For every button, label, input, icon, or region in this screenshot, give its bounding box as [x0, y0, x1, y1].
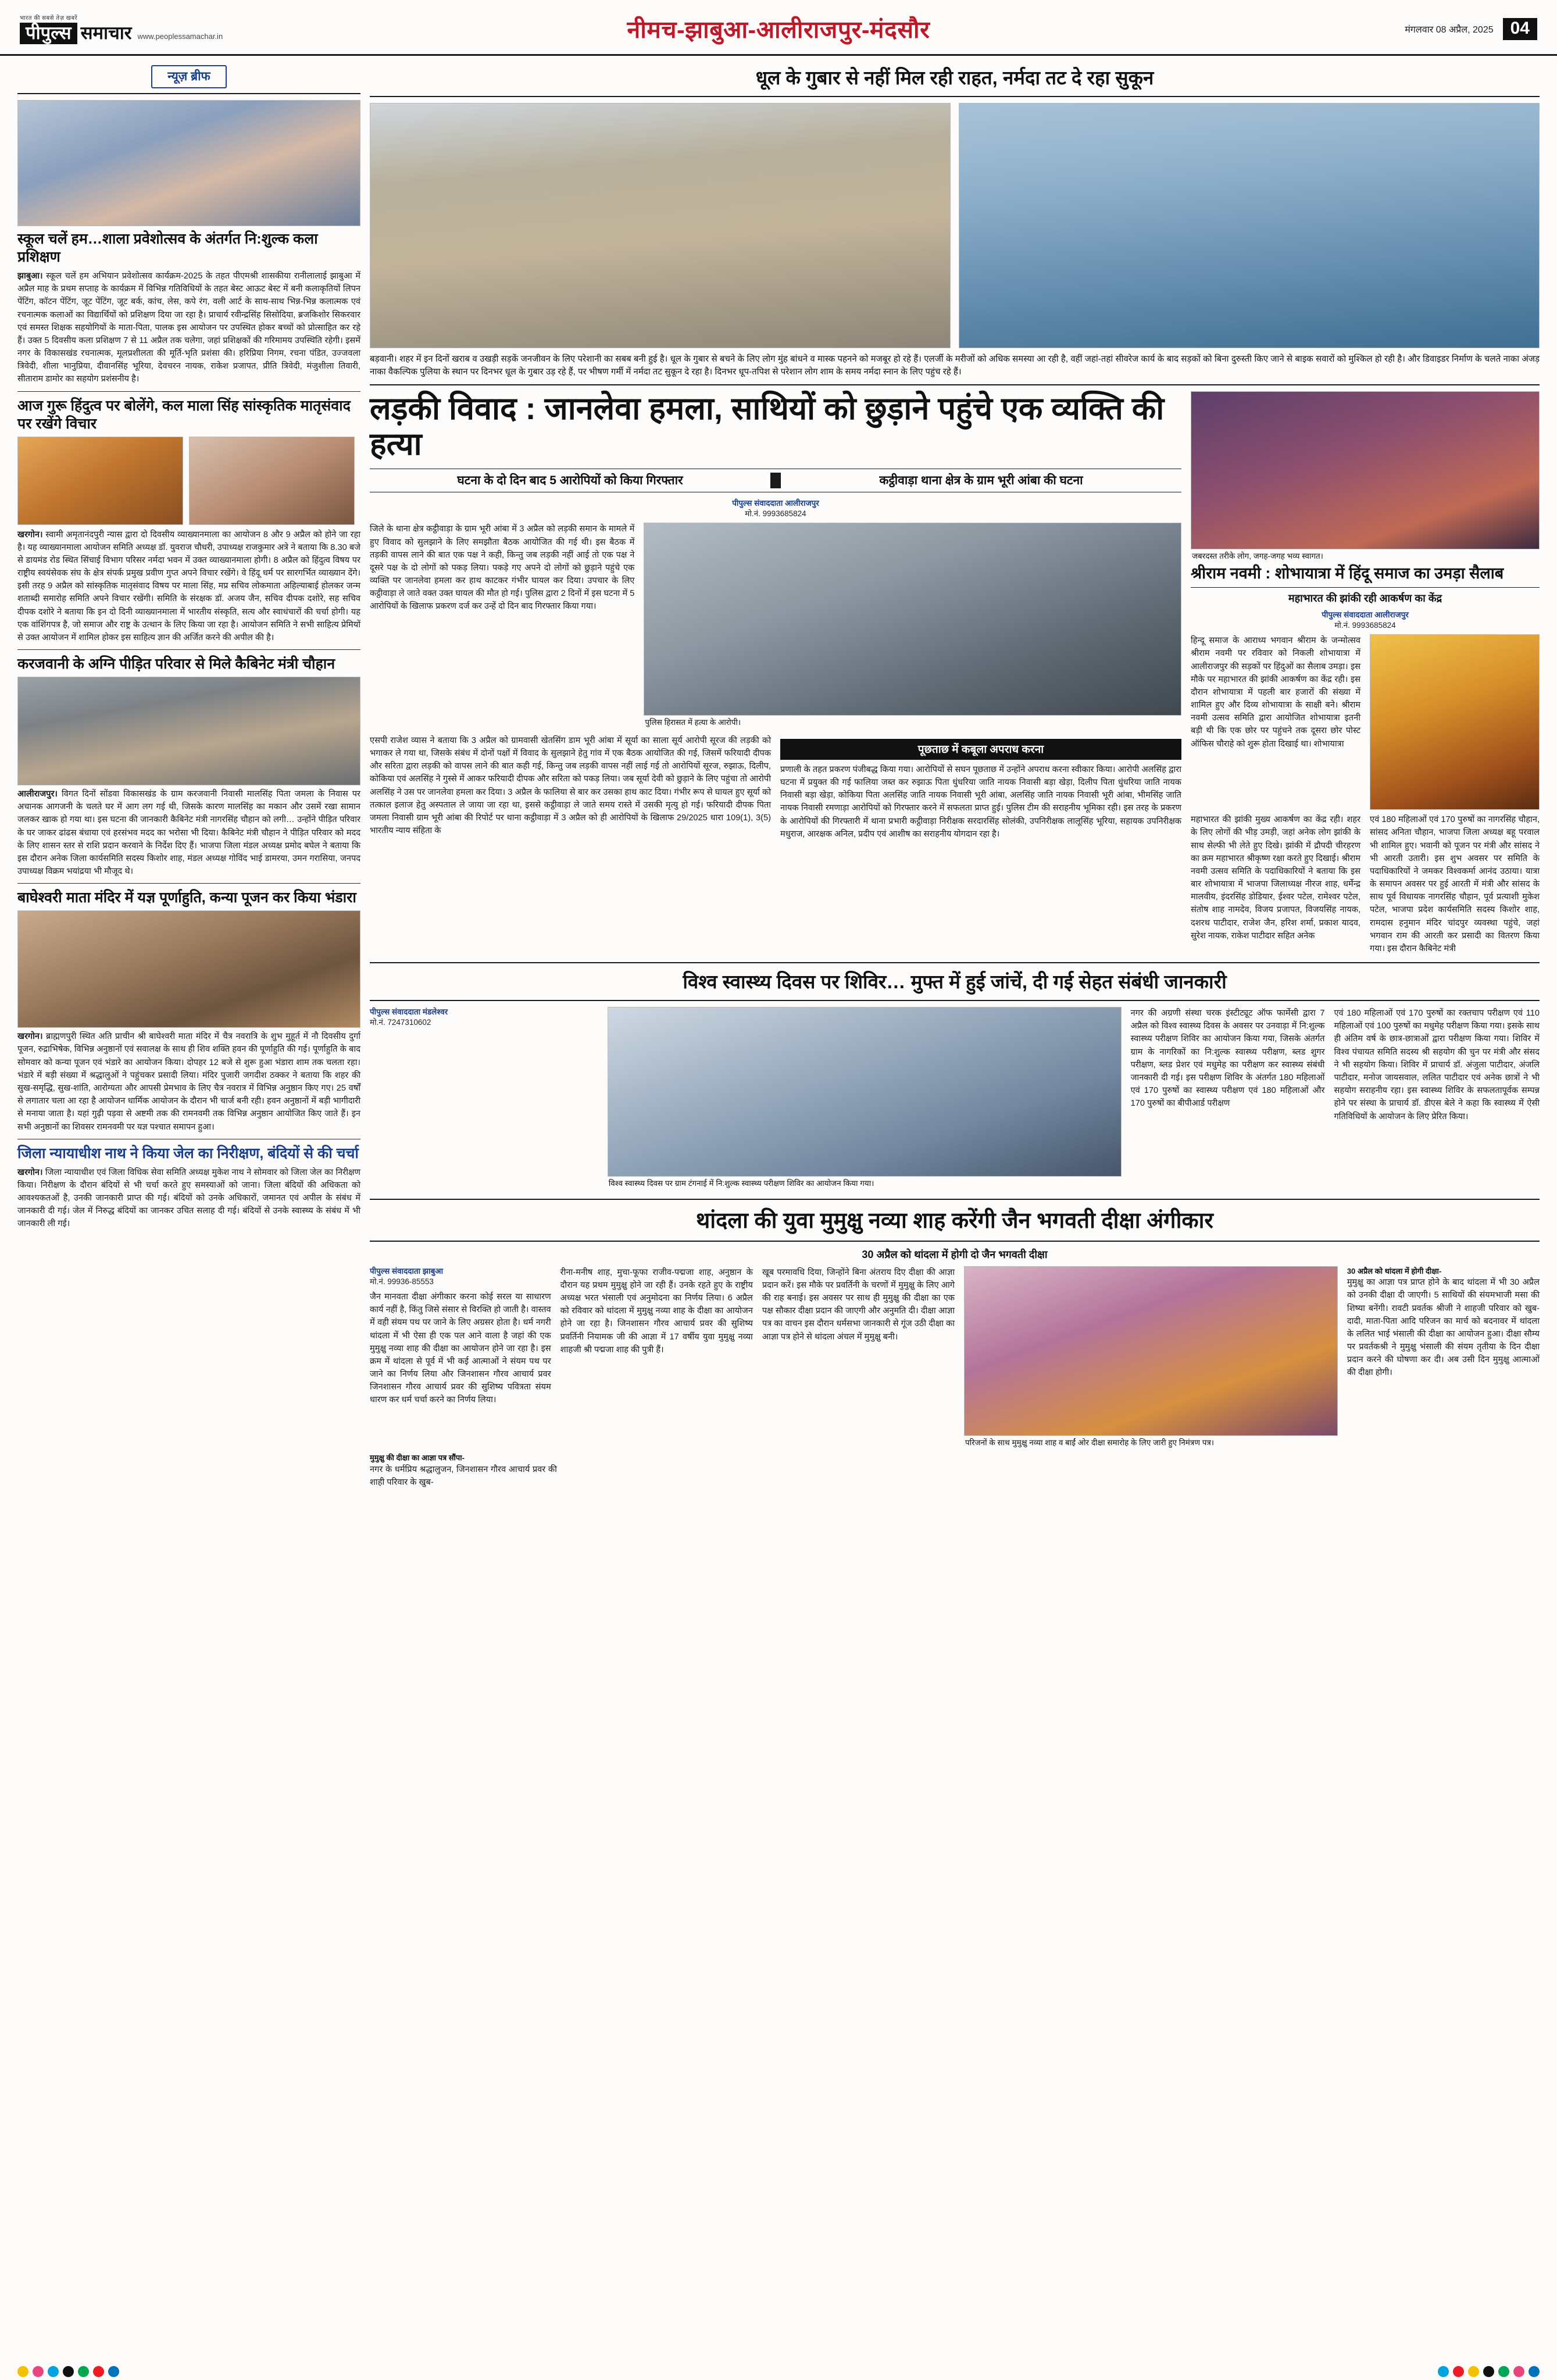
brief-body [17, 788, 360, 878]
byline [370, 1266, 551, 1287]
crowd-photo-caption: जबरदस्त तरीके लोग, जगह-जगह भव्य स्वागत। [1192, 551, 1323, 560]
news-brief-badge: न्यूज़ ब्रीफ [151, 65, 226, 88]
color-registration-bar [0, 2363, 1557, 2380]
brief-body-text: विगत दिनों सोंडवा विकासखंड के ग्राम करजवानी निवासी मालसिंह पिता जमला के निवास पर अचानक आगजनी के चलते घर में आग लग गई थी, जिसके कारण मालसिंह का मकान और उसमें रखा सामान जलकर खाक हो गया था। इस घटना की जानकारी कैबिनेट मंत्री नागरसिंह चौहान को लगी… उन्होंने पीड़ित परिवार के घर जाकर ढांढस बंधाया एवं हरसंभव मदद का भरोसा भी दिया। कैबिनेट मंत्री चौहान ने पीड़ित परिवार को मदद के लिए शासन स्तर से राशि प्रदान करवाने के निर्देश दिए हैं। भाजपा जिला मंडल अध्यक्ष प्रमोद बघेल ने बताया कि इस दौरान अनेक जिला कार्यसमिति सदस्य किशोर शाह, मंडल अध्यक्ष गोविंद भाई डामरया, उमन गरासिया, जनपद उपाध्यक्ष विक्रम भयांद्रया भी मौजूद थे। [17, 789, 360, 877]
sidebar-box-heading: पूछताछ में कबूला अपराध करना [780, 739, 1181, 760]
jain-story-col4: मुमुक्षु का आज्ञा पत्र प्राप्त होने के बाद थांदला में भी 30 अप्रैल को उनकी दीक्षा दी जाएगी। 5 साथियों की संयमभाजी मसा की शिष्या बनेंगी। रावटी प्रवर्तक श्रीजी ने शाहजी परिवार को खुब-दादी, माता-पिता आदि परिजन का मार्च को बदनावर में थांदला के ललित भाई भंसाली की दीक्षा का आयोजन हुआ। दीक्षा सौम्य पर प्रवर्तकश्री ने मुमुक्षु भंसाली की संयम तृतीया के दिन दीक्षा प्रदान करने की घोषणा कर दी। अब उसी दिन मुमुक्षु आत्माओं की दीक्षा होगी। [1347, 1278, 1540, 1378]
byline-name: पीपुल्स संवाददाता [370, 1266, 421, 1275]
logo-samachar-text: समाचार [80, 23, 132, 43]
byline-place: आलीराजपुर [1374, 610, 1409, 619]
fire-victims-rubble-photo [17, 677, 360, 785]
color-dot [1498, 2366, 1509, 2377]
jain-story-kicker: 30 अप्रैल को थांदला में होगी दो जैन भगवती दीक्षा [862, 1248, 1048, 1260]
jain-story-col3: खूब परमावधि दिया, जिन्होंने बिना अंतराय दिए दीक्षा की आज्ञा प्रदान करें। इस मौके पर प्रवर्तिनी के चरणों में मुमुक्षु के लिए आगे की राह बनाई। इस अवसर पर साथ ही मुमुक्षु की दीक्षा का एक पक्ष सौकार दीक्षा प्रदान की जाएगी और अनुमति दी। दीक्षा आज्ञा पत्र का वाचन इस दौरान धर्मसभा जानकारी से गूंज उठी दीक्षा का आज्ञा पत्र होने से थांदला अंचल में मुमुक्षु बनी। [762, 1267, 955, 1342]
brief-item [17, 655, 360, 878]
brief-headline: करजवानी के अग्नि पीड़ित परिवार से मिले कैबिनेट मंत्री चौहान [17, 656, 335, 673]
news-brief-column [17, 62, 360, 1489]
brief-item [17, 100, 360, 386]
dusty-road-photo [370, 103, 951, 348]
main-story-section [370, 384, 1540, 956]
byline-name: पीपुल्स संवाददाता [732, 498, 783, 508]
color-dot [108, 2366, 119, 2377]
byline-name: पीपुल्स संवाददाता [1322, 610, 1373, 619]
website-url[interactable]: www.peoplessamachar.in [137, 32, 223, 41]
masthead [0, 0, 1557, 56]
mala-singh-portrait-photo [189, 437, 355, 525]
color-dot [1513, 2366, 1524, 2377]
brief-headline: स्कूल चलें हम…शाला प्रवेशोत्सव के अंतर्गत नि:शुल्क कला प्रशिक्षण [17, 231, 318, 265]
deck-divider [770, 473, 781, 488]
deck-left: घटना के दो दिन बाद 5 आरोपियों को किया गिरफ्तार [457, 473, 683, 487]
top-story [370, 62, 1540, 378]
logo-peoples-text: पीपुल्स [20, 23, 77, 44]
guru-portrait-photo [17, 437, 183, 525]
brief-item [17, 1145, 360, 1231]
byline-mobile: मो.नं. 7247310602 [370, 1018, 431, 1027]
jain-family-celebration-photo [964, 1266, 1338, 1436]
byline-place: मंडलेश्वर [422, 1007, 448, 1017]
byline-place: आलीराजपुर [785, 498, 819, 508]
ram-navami-kicker: महाभारत की झांकी रही आकर्षण का केंद्र [1288, 592, 1442, 604]
murder-story-col1: जिले के थाना क्षेत्र कट्ठीवाड़ा के ग्राम भूरी आंबा में 3 अप्रैल को लड़की समान के मामले में हुए विवाद को सुलझाने के लिए समझौता बैठक आयोजित की गई थी। इस बैठक में तड़की वापस लाने की बात एक पक्ष ने कही, किन्तु जब लड़की नहीं आई तो एक पक्ष ने दूसरे पक्ष के दो लोगों को पकड़ लिया। पकड़े गए अपने दो लोगों को छुड़ाने पहुंचे एक व्यक्ति पर जानलेवा हमला कर हाथ काटकर गंभीर घायल कर दिया। उपचार के लिए कट्ठीवाड़ा ले जाते वक्त उक्त घायल की मौत हो गई। पुलिस द्वारा 2 दिनों में इस घटना में 5 आरोपियों के खिलाफ प्रकरण दर्ज कर उन्हें दो दिन बाद गिरफ्तार किया गया। [370, 524, 635, 612]
ram-navami-col1: हिन्दू समाज के आराध्य भगवान श्रीराम के जन्मोत्सव श्रीराम नवमी पर रविवार को निकली शोभायात्रा में आलीराजपुर की सड़कों पर हिंदुओं का सैलाब उमड़ा। इस मौके पर महाभारत की झांकी आकर्षण का केंद्र रही। इस दौरान शोभायात्रा में पहली बार हजारों की संख्या में शामिल हुए और दिव्य शोभायात्रा के साक्षी बने। श्रीराम नवमी उत्सव समिति द्वारा आयोजित शोभायात्रा इतनी बड़ी थी कि एक छोर पर पहुंचने तक दूसरा छोर पोस्ट ऑफिस चौराहे को शुरू होता दिखाई था। शोभायात्रा [1191, 636, 1360, 749]
color-dot [93, 2366, 104, 2377]
brief-item [17, 397, 360, 645]
edition-title: नीमच-झाबुआ-आलीराजपुर-मंदसौर [627, 16, 930, 43]
ram-navami-col3: एवं 180 महिलाओं एवं 170 पुरुषों का नागरसिंह चौहान, सांसद अनिता चौहान, भाजपा जिला अध्यक्ष बहू परवाल भी शामिल हुए। भवानी को पूजन पर मंत्री और सांसद ने भी आरती उतारी। इस शुभ अवसर पर समिति के पदाधिकारियों ने जमकर विश्वकर्मा आनंद उठाया। यात्रा के समापन अवसर पर हुई आरती में मंत्री और सांसद के साथ पूर्व विधायक नागरसिंह चौहान, पूर्व प्रत्याशी मुकेश पटेल, भाजपा प्रदेश कार्यसमिति सदस्य किशोर शाह, रामदास हनुमान मंदिर चांदपुर व्यवस्था पहुंचे, जहां भगवान राम की आरती कर प्रसादी का वितरण किया गया। इस दौरान कैबिनेट मंत्री [1370, 815, 1540, 953]
byline-mobile: मो.नं. 99936-85553 [370, 1277, 434, 1286]
byline [370, 1007, 598, 1028]
jain-story-extra: नगर के धर्मप्रिय श्रद्धालुजन, जिनशासन गौरव आचार्य प्रवर की शाही परिवार के खुब- [370, 1464, 557, 1487]
brief-headline: बाघेश्वरी माता मंदिर में यज्ञ पूर्णाहुति, कन्या पूजन कर किया भंडारा [17, 889, 356, 906]
dateline: खरगोन। [17, 1167, 43, 1177]
narmada-ghat-bathing-photo [959, 103, 1540, 348]
byline-place: झाबुआ [422, 1266, 444, 1275]
color-dot [17, 2366, 28, 2377]
health-camp-group-photo [608, 1007, 1122, 1177]
health-story-col1: नगर की अग्रणी संस्था चरक इंस्टीट्यूट ऑफ फार्मेसी द्वारा 7 अप्रैल को विश्व स्वास्थ्य दिवस के अवसर पर उनवाड़ा में नि:शुल्क स्वास्थ्य परीक्षण शिविर का आयोजन किया गया, जिसके अंतर्गत ग्राम के नागरिकों का नि:शुल्क स्वास्थ्य परीक्षण, ब्लड शुगर परीक्षण, ब्लड प्रेशर एवं मधुमेह का परीक्षण कर स्वास्थ्य संबंधी जानकारी दी गई। इस परीक्षण शिविर के अंतर्गत 180 महिलाओं एवं 170 पुरुषों का स्वास्थ्य परीक्षण एवं 180 महिलाओं और 170 पुरुषों का बीपीआर्ड परीक्षण [1130, 1009, 1325, 1109]
brief-body-text: जिला न्यायाधीश एवं जिला विधिक सेवा समिति अध्यक्ष मुकेश नाथ ने सोमवार को जिला जेल का निरीक्षण किया। निरीक्षण के दौरान बंदियों से भी चर्चा करते हुए समस्याओं को जाना। जिला बंदियों की अधिकता को आवश्यकतओं है, उनकी जानकारी प्राप्त की गई। बंदियों को उनके अधिकारों, जमानत एवं अपील के संबंध में जानकारी दी गई। जेल में निरुद्ध बंदियों का जानकर उचित सलाह दी गई। बंदियों से उनके स्वास्थ्य के संबंध में भी जानकारी ली गई। [17, 1167, 360, 1229]
ram-navami-procession-crowd-photo [1191, 391, 1540, 549]
color-dot [1529, 2366, 1540, 2377]
byline [1191, 610, 1540, 631]
temple-bhandara-photo [17, 910, 360, 1028]
jain-col4-heading: 30 अप्रैल को थांदला में होगी दीक्षा- [1347, 1266, 1442, 1275]
brief-body [17, 1166, 360, 1231]
jain-story-banner: थांदला की युवा मुमुक्षु नव्या शाह करेंगी जैन भगवती दीक्षा अंगीकार [370, 1199, 1540, 1242]
color-dot [1438, 2366, 1449, 2377]
color-dot [78, 2366, 89, 2377]
byline-mobile: मो.नं. 9993685824 [745, 509, 806, 519]
brief-headline: आज गुरू हिंदुत्व पर बोलेंगे, कल माला सिंह सांस्कृतिक मातृसंवाद पर रखेंगे विचार [17, 397, 351, 432]
byline [370, 498, 1181, 519]
color-dot [63, 2366, 74, 2377]
health-story-col2: एवं 180 महिलाओं एवं 170 पुरुषों का रक्तचाप परीक्षण एवं 110 महिलाओं एवं 100 पुरुषों का मधुमेह परीक्षण किया गया। इसके साथ ही अंतिम वर्ष के छात्र-छात्राओं द्वारा परीक्षण किया गया। शिविर में विश्व पंचायत समिति सदस्य श्री सहयोग की चुन पर मंत्री और संसद ने भी सहयोग किया। शिविर में प्राचार्य डॉ. अंजुला पाटीदार, अंजलि पाटीदार, मनोज जायसवाल, ललित पाटीदार एवं अनेक छात्रों ने भी सहयोग सराहनीय रहा। इस स्वास्थ्य शिविर के सफलतापूर्वक सम्पन्न होने पर संस्था के प्राचार्य डॉ. डीएस बेले ने कहा कि स्वास्थ्य में ऐसी गतिविधियों के आयोजन के लिए प्रेरित किया। [1334, 1009, 1540, 1121]
publication-date: मंगलवार 08 अप्रैल, 2025 [1405, 24, 1494, 35]
page-number: 04 [1503, 18, 1537, 40]
women-with-gift-items-photo [17, 100, 360, 226]
murder-story-headline: लड़की विवाद : जानलेवा हमला, साथियों को छुड़ाने पहुंचे एक व्यक्ति की हत्या [370, 391, 1165, 462]
health-photo-caption: विश्व स्वास्थ्य दिवस पर ग्राम टंगनाई में नि:शुल्क स्वास्थ्य परीक्षण शिविर का आयोजन किया गया। [608, 1179, 874, 1188]
brief-body [17, 528, 360, 645]
ram-navami-col2: महाभारत की झांकी मुख्य आकर्षण का केंद्र रही। शहर के लिए लोगों की भीड़ उमड़ी, जहां अनेक लोग झांकी के साथ सेल्फी भी लेते हुए दिखे। झांकी में द्रौपदी चीरहरण का क्रम महाभारत श्रीकृष्ण रक्षा करते हुए दिखाई। श्रीराम नवमी उत्सव समिति के पदाधिकारियों ने बताया कि इस बार शोभायात्रा में भाजपा जिलाध्यक्ष नीरज शाह, धर्मेन्द्र मालवीय, इंदरसिंह डोडियार, ईश्वर पटेल, रामेश्वर पटेल, संतोष शाह नामदेव, विजय प्रजापत, विजयसिंह नायक, दशरथ पाटीदार, राजेश जैन, हरिश शर्मा, प्रकाश यादव, सुरेश नायक, राकेश पाटीदार सहित अनेक [1191, 815, 1360, 941]
jain-diksha-story [370, 1199, 1540, 1489]
brief-item [17, 889, 360, 1133]
jain-story-col2: रीना-मनीष शाह, मुचा-फूफा राजीव-पद्मजा शाह, अनुष्ठान के दौरान यह प्रथम मुमुक्षु होने जा रही हैं। उनके रहते हुए के राष्ट्रीय अध्यक्ष भरत भंसाली एवं अनुमोदना का निर्णय लिया। 6 अप्रैल को रविवार को थांदला में मुमुक्षु नव्या शाह के दीक्षा का आयोजन होने जा रहा है। जिनशासन गौरव आचार्य प्रवर की सुशिष्य प्रवर्तिनी नियामक जी की आज्ञा में 17 वर्षीय युवा मुमुक्षु नव्या शाहजी श्री पद्मजा शाह की पुत्री हैं। [560, 1267, 753, 1355]
jain-extra-heading: मुमुक्षु की दीक्षा का आज्ञा पत्र सौंपा- [370, 1453, 465, 1463]
police-photo-caption: पुलिस हिरासत में हत्या के आरोपी। [645, 718, 741, 727]
right-color-dots [1438, 2366, 1540, 2377]
brief-body-text: ब्राह्मणपुरी स्थित अति प्राचीन श्री बाघेश्वरी माता मंदिर में चैत्र नवरात्रि के शुभ मुहूर्त में नौ दिवसीय दुर्गा पूजन, रुद्राभिषेक, विभिन्न अनुष्ठानों एवं सवालक्ष के साथ ही शिव शक्ति हवन की पूर्णाहुति की गई। पूर्णाहुति के बाद सोमवार को कन्या पूजन एवं भंडारे का आयोजन किया। दोपहर 12 बजे से शुरू हुआ भंडारा शाम तक चलता रहा। भंडारे में बड़ी संख्या में श्रद्धालुओं ने पहुंचकर प्रसादी लिया। मंदिर पुजारी जगदीश ठक्कर ने बताया कि शहर की सुख-समृद्धि, सुख-शांति, आरोग्यता और आपसी प्रेमभाव के लिए चैत्र नवरात्र में विभिन्न अनुष्ठान किए गए। 25 वर्षों से लगातार चला आ रहा है आयोजन धार्मिक आयोजन के दौरान भी चार्ज बनी रही। हवन अनुष्ठानों में बड़ी भागीदारी से मनाया जाता है। यहां गुढ़ी पड़वा से अष्टमी तक की रामनवमी तक विभिन्न अनुष्ठान आयोजित किए जाते हैं। इन सभी अनुष्ठानों का शिवसर रामनवमी पर यज्ञ पश्चात समापन हुआ। [17, 1032, 360, 1132]
newspaper-logo [20, 13, 270, 44]
top-story-caption: बड़वानी। शहर में इन दिनों खराब व उखड़ी सड़कें जनजीवन के लिए परेशानी का सबब बनी हुई है। धूल के गुबार से बचने के लिए लोग मुंह बांधने व मास्क पहनने को मजबूर हो रहे हैं। एलर्जी के मरीजों को अधिक समस्या आ रही है, वहीं जहां-तहां सीवरेज कार्य के बाद सड़कों को बिना दुरुस्ती किए जाने से बाइक सवारों को मुश्किल हो रही है। और डिवाइडर निर्माण के चलते नाका अंजड़ नाका वैकल्पिक पुलिया के स्थान पर दिनभर धूल के गुबार उड़ रहे हैं, पर भीषण गर्मी में नर्मदा तट सुकून दे रहा है। दिनभर धूप-तपिश से परेशान लोग शाम के समय नर्मदा स्नान के लिए पहुंच रहे हैं। [370, 354, 1540, 377]
murder-story-deck [370, 469, 1181, 492]
color-dot [1453, 2366, 1464, 2377]
dateline: खरगोन। [17, 530, 43, 539]
left-color-dots [17, 2366, 119, 2377]
ram-darbar-jhanki-photo [1370, 634, 1540, 810]
murder-story-col2: एसपी राजेश व्यास ने बताया कि 3 अप्रैल को ग्रामवासी खेतसिंग डाम भूरी आंबा में सूर्या का साला सूर्य आरोपी सूरज की लड़की को भगाकर ले गया था, जिसके संबंध में दोनों पक्षों में विवाद के सुलझाने हेतु गांव में एक बैठक आयोजित की गई, जिसमें फरियादी दीपक और सरिता द्वारा लड़की को वापस लाने की बात कही गई, किन्तु जब लड़की वापस नहीं लाई गई तो आरोपियों सूरज, रुझाऊ, दिलीप, कोकिया एवं अलसिंह ने गुस्से में आकर फरियादी दीपक और सरिता को पकड़ लिया। जब सूर्या देवी को छुड़ाने के लिए पहुंचा तो आरोपी अलसिंह ने उस पर जानलेवा हमला कर दिया। 3 अप्रैल के फालिया से बार कर उसका हाथ काट दिया। गंभीर रूप से घायल हुए सूर्या को तत्काल इलाज हेतु अस्पताल ले जाया जा रहा था, इससे कट्ठीवाड़ा ले जाते समय रास्ते में उसकी मृत्यु हो गई। फरियादी दीपक पिता जमला निवासी ग्राम भूरी आंबा की रिपोर्ट पर थाना कट्ठीवाड़ा में 3 अप्रैल को ही आरोपियों के खिलाफ 29/2025 धारा 109(1), 3(5) भारतीय न्याय संहिता के [370, 735, 771, 836]
brief-body-text: स्कूल चलें हम अभियान प्रवेशोत्सव कार्यक्रम-2025 के तहत पीएमश्री शासकीया रानीलालाई झाबुआ में अप्रैल माह के प्रथम सप्ताह के कार्यक्रम में विभिन्न गतिविधियों के तहत बेस्ट आऊट बेस्ट में बनी कलाकृतियों लिपन पेंटिंग, कॉटन पेंटिंग, जूट पेंटिंग, जूट बर्क, कांच, लेस, कपे रंग, वली आर्ट के साथ-साथ भिन्न-भिन्न कलात्मक एवं रचनात्मक कलाओं का विद्यार्थियों को प्रशिक्षण दिया जा रहा है। प्राचार्य रवीन्द्रसिंह सिसोदिया, ब्रजकिशोर सिकरवार एवं समस्त शिक्षक सहयोगियों के माता-पिता, पालक इस आयोजन पर उपस्थित होकर बच्चों को प्रोत्साहित कर रहे हैं। उक्त 5 दिवसीय कला प्रशिक्षण 7 से 11 अप्रैल तक चलेगा, जहां प्रशिक्षकों की गरिमामय उपस्थिति रहेगी। इसमें नगर के विकासखंड रचनात्मक, मूलप्रशीलता की मूर्ति-भृति प्रशंसा की। हरिप्रिया निगम, रचना पंडित, उज्जवला त्रिवेदी, शीला भानुप्रिया, दीवानसिंह भूरिया, देवचरन नायक, राकेश प्रजापत, प्रीति त्रिवेदी, मंजुशीला तिवारी, सीताराम डामोर का सहयोग प्रशंसनीय है। [17, 271, 360, 384]
color-dot [48, 2366, 59, 2377]
jain-photo-caption: परिजनों के साथ मुमुक्षु नव्या शाह व बाईं ओर दीक्षा समारोह के लिए जारी हुए निमंत्रण पत्र। [965, 1438, 1214, 1447]
top-story-headline: धूल के गुबार से नहीं मिल रही राहत, नर्मदा तट दे रहा सुकून [370, 62, 1540, 97]
murder-story-col3: प्रणाली के तहत प्रकरण पंजीबद्ध किया गया। आरोपियों से सघन पूछताछ में उन्होंने अपराध करना स्वीकार किया। आरोपी अलसिंह द्वारा घटना में प्रयुक्त की गई फालिया जब्त कर रुझाऊ पिता धुंधरिया जाति नायक निवासी बड़ा खेड़ा, दिलीप पिता धुंधरिया जाति नायक निवासी बड़ा खेड़ा, कोकिया पिता अलसिंह जाति नायक निवासी भूरी आंबा, अलसिंह जाति नायक निवासी भूरी आंबा, भीमसिंह जाति नायक निवासी रमणाड़ा आरोपियों को गिरफ्तार करने में सफलता प्राप्त हुई। पुलिस टीम की सराहनीय भूमिका रही। इस तरह के प्रकरण के आरोपियों की गिरफ्तारी में थाना प्रभारी कट्ठीवाड़ा निरीक्षक सरदारसिंह सोलंकी, उपनिरीक्षक लालूसिंह भूरिया, सहायक उपनिरीक्षक मधुराज, आरक्षक अनिल, प्रदीप एवं आशीष का सराहनीय योगदान रहा है। [780, 764, 1181, 839]
brief-body-text: स्वामी अमृतानंदपुरी न्यास द्वारा दो दिवसीय व्याख्यानमाला का आयोजन 8 और 9 अप्रैल को होने जा रहा है। यह व्याख्यानमाला आयोजन समिति अध्यक्ष डॉ. युवराज चौधरी, उपाध्यक्ष राजकुमार अत्रे ने बताया कि 8.30 बजे से डायमंड रोड स्थित सिंचाई विभाग परिसर नर्मदा भवन में उक्त व्याख्यानमाला होगी। 8 अप्रैल को हिंदुत्व विषय पर राष्ट्रीय स्वयंसेवक संघ के क्षेत्र संपर्क प्रमुख प्रवीण गुप्त अपने विचार रखेंगे। वे हिंदू धर्म पर सारगर्भित व्याख्यान देंगे। इसी तरह 9 अप्रैल को सांस्कृतिक मातृसंवाद विषय पर माला सिंह, मप्र सचिव लोकमाता अहिल्याबाई होलकर जन्म शताब्दी समारोह समिति अपने विचार रखेंगी। समिति के संरक्षक डॉ. अजय जैन, सचिव दीपक दशोरे, सह सचिव दीपक दशोरे ने बताया कि इन दो दिनी व्याख्यानमाला में भारतीय संस्कृति, सत्य और स्वाधंचारों की चर्चा होगी। यह एक वांशिंगपत्र है, जो समाज और राष्ट्र के उत्थान के लिए किया जा रहा है। आयोजन समिति ने सभी साहित्य प्रेमियों से उक्त आयोजन में शामिल होकर इस साहित्य ज्ञान की अर्जित करने की अपील की है। [17, 530, 360, 642]
byline-name: पीपुल्स संवाददाता [370, 1007, 421, 1017]
police-with-arrested-accused-photo [644, 523, 1181, 716]
color-dot [1483, 2366, 1494, 2377]
color-dot [1468, 2366, 1479, 2377]
brief-body [17, 270, 360, 386]
deck-right: कट्ठीवाड़ा थाना क्षेत्र के ग्राम भूरी आंबा की घटना [879, 473, 1083, 487]
byline-mobile: मो.नं. 9993685824 [1334, 621, 1396, 630]
dateline: झाबुआ। [17, 271, 43, 281]
jain-story-col1: जैन मानवता दीक्षा अंगीकार करना कोई सरल या साधारण कार्य नहीं है, किंतु जिसे संसार से विरक्ति हो जाती है। वास्तव में वही संयम पथ पर जाने के लिए अग्रसर होता है। धर्म नगरी थांदला में भी ऐसा ही एक पल आने वाला है जहां की एक मुमुक्षु नव्या शाह की दीक्षा का आयोजन होने जा रहा है। इस क्रम में थांदला से पूर्व में भी कई आत्माओं ने संयम पथ पर जाने का निर्णय लिया और जिनशासन गौरव आचार्य प्रवर जिनशासन गौरव आचार्य प्रवर की सुशिष्य पवित्रता संयम धारण कर धर्म चर्चा करने का निर्णय लिया। [370, 1292, 551, 1405]
murder-story [370, 391, 1181, 956]
color-dot [33, 2366, 44, 2377]
health-story-banner: विश्व स्वास्थ्य दिवस पर शिविर… मुफ्त में हुई जांचें, दी गई सेहत संबंधी जानकारी [370, 962, 1540, 1001]
logo-tagline: भारत की सबसे तेज़ खबरें [20, 15, 78, 22]
dateline: खरगोन। [17, 1032, 43, 1042]
news-brief-header [17, 62, 360, 94]
brief-headline: जिला न्यायाधीश नाथ ने किया जेल का निरीक्षण, बंदियों से की चर्चा [17, 1145, 359, 1162]
ram-navami-headline: श्रीराम नवमी : शोभायात्रा में हिंदू समाज का उमड़ा सैलाब [1191, 564, 1540, 588]
brief-body [17, 1030, 360, 1133]
ram-navami-story [1191, 391, 1540, 956]
health-day-story [370, 962, 1540, 1192]
dateline: आलीराजपुर। [17, 789, 58, 799]
